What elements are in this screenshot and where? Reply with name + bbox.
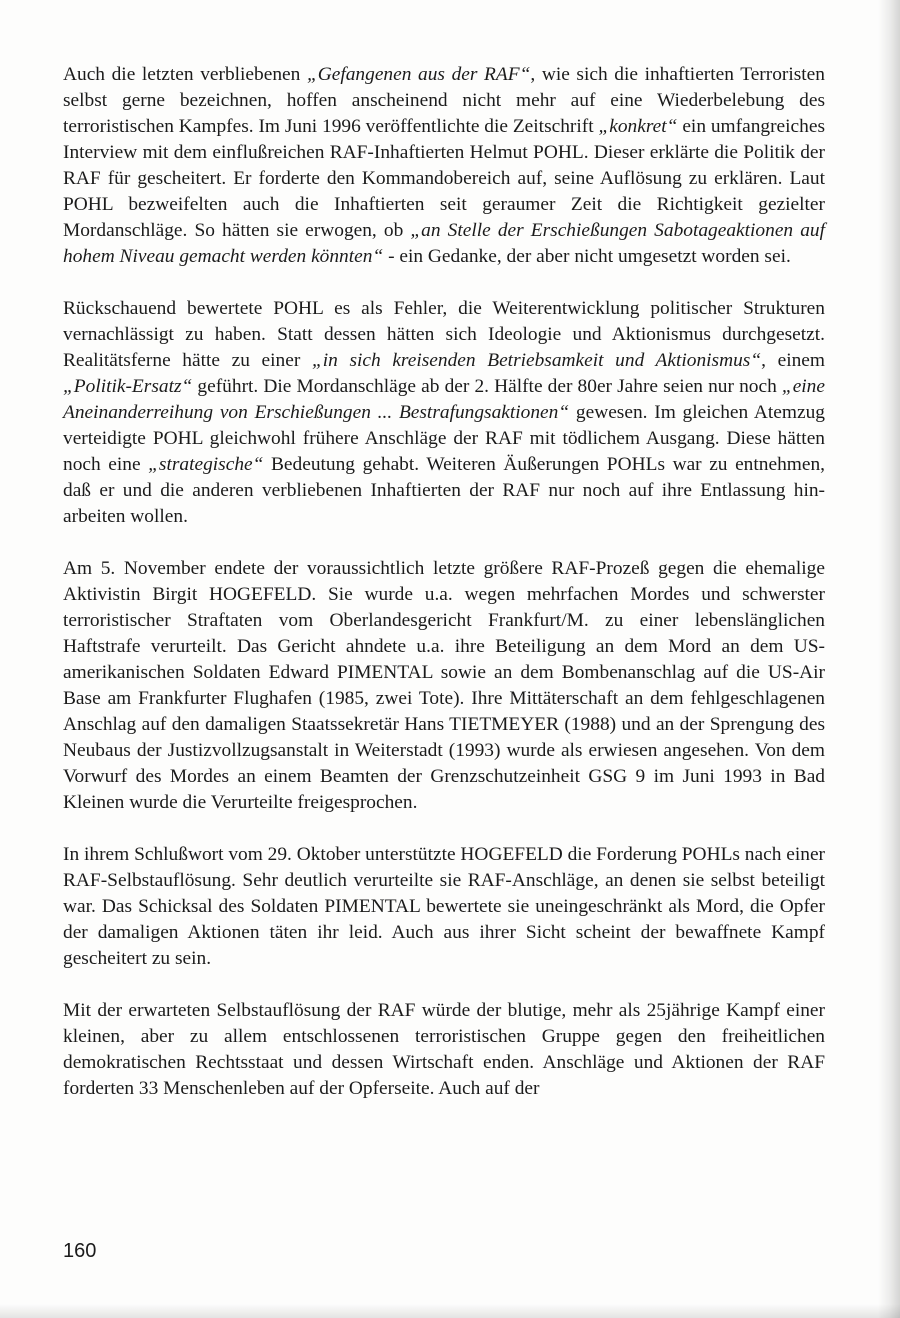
body-text (63, 62, 825, 1102)
text-run: geführt. Die Mordanschläge ab der 2. Hälfte der 80er Jahre seien nur noch (192, 376, 782, 397)
quoted-phrase: „in sich kreisenden Betriebsamkeit und Aktionismus“ (311, 350, 762, 371)
page-edge-shadow (878, 0, 900, 1318)
paragraph-4 (63, 842, 825, 972)
page-bottom-shadow (0, 1304, 900, 1318)
text-run: Mit der erwarteten Selbstauflösung der RAF würde der blutige, mehr als 25jährige Kampf einer kleinen, aber zu allem entschlossenen terroristischen Gruppe gegen den freiheitlichen demokratischen Rechtsstaat und dessen Wirtschaft enden. Anschläge und Aktionen der RAF forderten 33 Menschenleben auf der Opferseite. Auch auf der (63, 1000, 825, 1099)
text-run: ein umfangreiches Interview mit dem einflußreichen RAF-Inhaftierten Helmut POHL. Dieser erklärte die Politik der RAF für gescheitert. Er forderte den Kommandobereich auf, seine Auflösung zu erklären. Laut POHL bezweifelten auch die Inhaftierten seit geraumer Zeit die Richtigkeit gezielter Mordanschläge. So hätten sie erwogen, ob (63, 116, 826, 241)
text-run: , wie sich die inhaftierten Terroristen selbst gerne bezeichnen, hoffen anscheinend nicht mehr auf eine Wiederbelebung des terroristischen Kampfes. Im Juni 1996 veröffentlichte die Zeitschrift (63, 64, 825, 137)
text-run: Am 5. November endete der voraussichtlich letzte größere RAF-Prozeß gegen die ehemalige Aktivistin Birgit HOGEFELD. Sie wurde u.a. wegen mehrfachen Mordes und schwerster terroristischer Straftaten vom Oberlandesgericht Frankfurt/M. zu einer lebenslänglichen Haftstrafe verurteilt. Das Gericht ahndete u.a. ihre Beteiligung an dem Mord an dem US-amerikanischen Soldaten Edward PIMENTAL sowie an dem Bombenanschlag auf die US-Air Base am Frankfurter Flughafen (1985, zwei Tote). Ihre Mittäterschaft an dem fehlgeschlagenen Anschlag auf den damaligen Staatssekretär Hans TIETMEYER (1988) und an der Sprengung des Neubaus der Justizvollzugsanstalt in Weiterstadt (1993) wurde als erwiesen angesehen. Von dem Vorwurf des Mordes an einem Beamten der Grenzschutzeinheit GSG 9 im Juni 1993 in Bad Kleinen wurde die Verurteilte freigesprochen. (63, 558, 825, 813)
quoted-phrase: „an Stelle der Erschießungen Sabotageaktionen auf hohem Niveau gemacht werden könnten“ (63, 220, 825, 267)
text-run: Rückschauend bewertete POHL es als Fehler, die Weiterentwicklung politischer Strukturen vernachlässigt zu haben. Statt dessen hätten sich Ideologie und Aktionismus durchgesetzt. Realitätsferne hätte zu einer (63, 298, 825, 371)
quoted-phrase: „konkret“ (598, 116, 678, 137)
page-number: 160 (63, 1240, 97, 1262)
text-run: , einem (761, 350, 825, 371)
text-run: - ein Gedanke, der aber nicht umgesetzt worden sei. (383, 246, 791, 267)
quoted-phrase: „Politik-Ersatz“ (63, 376, 193, 397)
quoted-phrase: „Gefangenen aus der RAF“ (306, 64, 531, 85)
text-run: Auch die letzten verbliebenen (63, 64, 307, 85)
text-run: In ihrem Schlußwort vom 29. Oktober unterstützte HOGEFELD die Forderung POHLs nach einer RAF-Selbstauflösung. Sehr deutlich verurteilte sie RAF-Anschläge, an denen sie selbst beteiligt war. Das Schicksal des Soldaten PIMENTAL bewertete sie uneingeschränkt als Mord, die Opfer der damaligen Aktionen täten ihr leid. Auch aus ihrer Sicht scheint der bewaffnete Kampf gescheitert zu sein. (63, 844, 826, 969)
paragraph-3 (63, 556, 825, 816)
paragraph-1 (63, 62, 825, 270)
quoted-phrase: „eine Aneinanderreihung von Erschießungen ... Bestrafungsaktionen“ (63, 376, 825, 423)
quoted-phrase: „strategische“ (148, 454, 264, 475)
text-run: Bedeutung gehabt. Weiteren Äußerungen POHLs war zu entnehmen, daß er und die anderen verbliebenen Inhaftierten der RAF nur noch auf ihre Entlassung hinarbeiten wollen. (63, 454, 825, 527)
paragraph-5 (63, 998, 825, 1102)
paragraph-2 (63, 296, 825, 530)
text-run: gewesen. Im gleichen Atemzug verteidigte POHL gleichwohl frühere Anschläge der RAF mit tödlichem Ausgang. Diese hätten noch eine (63, 402, 825, 475)
